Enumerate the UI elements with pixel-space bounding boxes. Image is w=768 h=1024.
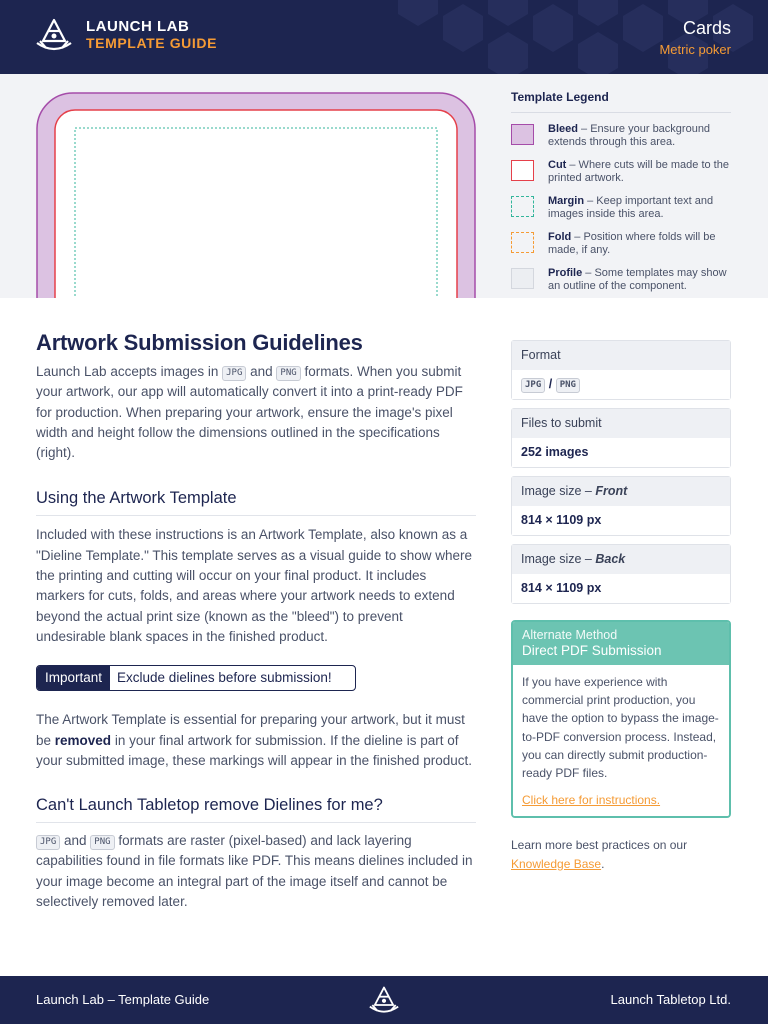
product-info [659, 18, 731, 57]
template-preview [0, 74, 768, 298]
raster-formats-paragraph: JPG and PNG formats are raster (pixel-based) and lack layering capabilities found in file formats like PDF. This means dielines included in your image become an integral part of the image itself and cannot be selectively removed later. [36, 833, 473, 910]
launch-lab-logo [34, 17, 74, 53]
important-label: Important [37, 666, 110, 690]
brand-name [86, 18, 217, 52]
png-format-badge: PNG [556, 378, 580, 393]
legend-desc: – Some templates may show an outline of the component. [548, 267, 727, 292]
instructions-link[interactable]: Click here for instructions. [522, 793, 661, 808]
brand-line-2: TEMPLATE GUIDE [86, 35, 218, 51]
png-format-badge: PNG [90, 835, 114, 850]
spec-label: Image size – Front [512, 477, 730, 506]
footer-company: Launch Tabletop Ltd. [610, 992, 731, 1007]
legend-desc: – Ensure your background extends through this area. [548, 123, 711, 148]
remove-dieline-paragraph: The Artwork Template is essential for preparing your artwork, but it must be removed in your final artwork for submission. If the dieline is part of your submitted image, these markings will appear in the finished product. [36, 712, 472, 768]
legend-desc: – Keep important text and images inside this area. [548, 195, 714, 220]
cut-swatch-icon [511, 160, 534, 181]
legend-item-bleed [511, 123, 731, 149]
jpg-format-badge: JPG [36, 835, 60, 850]
spec-value: 814 × 1109 px [512, 574, 730, 603]
alternate-method-subtitle: Alternate Method [522, 628, 618, 642]
jpg-format-badge: JPG [222, 366, 246, 381]
launch-lab-logo [367, 985, 401, 1015]
product-subtitle: Metric poker [659, 42, 731, 57]
margin-swatch-icon [511, 196, 534, 217]
spec-files-to-submit [511, 408, 731, 468]
legend-desc: – Where cuts will be made to the printed artwork. [548, 159, 729, 184]
alternate-method-panel [511, 620, 731, 818]
spec-value: 252 images [512, 438, 730, 467]
spec-label: Files to submit [512, 409, 730, 438]
section-heading-remove-dielines: Can't Launch Tabletop remove Dielines for me? [36, 796, 476, 823]
specifications-panel [511, 340, 731, 612]
page-header [0, 0, 768, 74]
page-title: Artwork Submission Guidelines [36, 330, 363, 355]
template-legend [511, 90, 731, 293]
legend-label: Cut [548, 159, 567, 171]
spec-image-size-back [511, 544, 731, 604]
bleed-swatch-icon [511, 124, 534, 145]
spec-value: 814 × 1109 px [512, 506, 730, 535]
fold-swatch-icon [511, 232, 534, 253]
dieline-preview [36, 92, 476, 298]
legend-item-fold [511, 231, 731, 257]
profile-swatch-icon [511, 268, 534, 289]
spec-format [511, 340, 731, 400]
alternate-method-title: Direct PDF Submission [522, 643, 662, 658]
png-format-badge: PNG [276, 366, 300, 381]
alternate-method-text: If you have experience with commercial print production, you have the option to bypass the image-to-PDF conversion process. Instead, you can directly submit production-ready PDF files. [522, 675, 719, 781]
legend-item-cut [511, 159, 731, 185]
legend-label: Profile [548, 267, 583, 279]
legend-label: Bleed [548, 123, 578, 135]
section-heading-artwork-template: Using the Artwork Template [36, 489, 476, 516]
spec-image-size-front [511, 476, 731, 536]
intro-paragraph: Launch Lab accepts images in JPG and PNG formats. When you submit your artwork, our app will automatically convert it into a print-ready PDF for production. When preparing your artwork, ensure the image's pixel width and height follow the dimensions outlined in the specifications (right). [36, 364, 463, 461]
important-text: Exclude dielines before submission! [117, 670, 332, 686]
legend-item-margin [511, 195, 731, 221]
page-footer [0, 976, 768, 1024]
spec-label: Image size – Back [512, 545, 730, 574]
legend-label: Margin [548, 195, 585, 207]
brand-line-1: LAUNCH LAB [86, 18, 190, 35]
legend-title: Template Legend [511, 90, 731, 113]
alternate-method-header [513, 622, 729, 665]
guidelines-content [36, 330, 476, 912]
jpg-format-badge: JPG [521, 378, 545, 393]
knowledge-base-link[interactable]: Knowledge Base [511, 856, 602, 871]
spec-value: JPG / PNG [512, 370, 730, 399]
learn-more: Learn more best practices on our Knowledge Base. [511, 838, 688, 871]
cut-line [55, 110, 457, 298]
legend-desc: – Position where folds will be made, if any. [548, 231, 716, 256]
product-title: Cards [682, 18, 731, 38]
legend-label: Fold [548, 231, 572, 243]
footer-guide-name: Launch Lab – Template Guide [36, 992, 210, 1007]
legend-item-profile [511, 267, 731, 293]
spec-label: Format [512, 341, 730, 370]
artwork-template-paragraph: Included with these instructions is an Artwork Template, also known as a "Dieline Template." This template serves as a visual guide to show where the printing and cutting will occur on your final product. It includes markers for cuts, folds, and areas where your artwork needs to extend beyond the actual print size (known as the "bleed") to prevent undesirable blank spaces in the finished product. [36, 527, 473, 644]
important-callout [36, 665, 356, 691]
